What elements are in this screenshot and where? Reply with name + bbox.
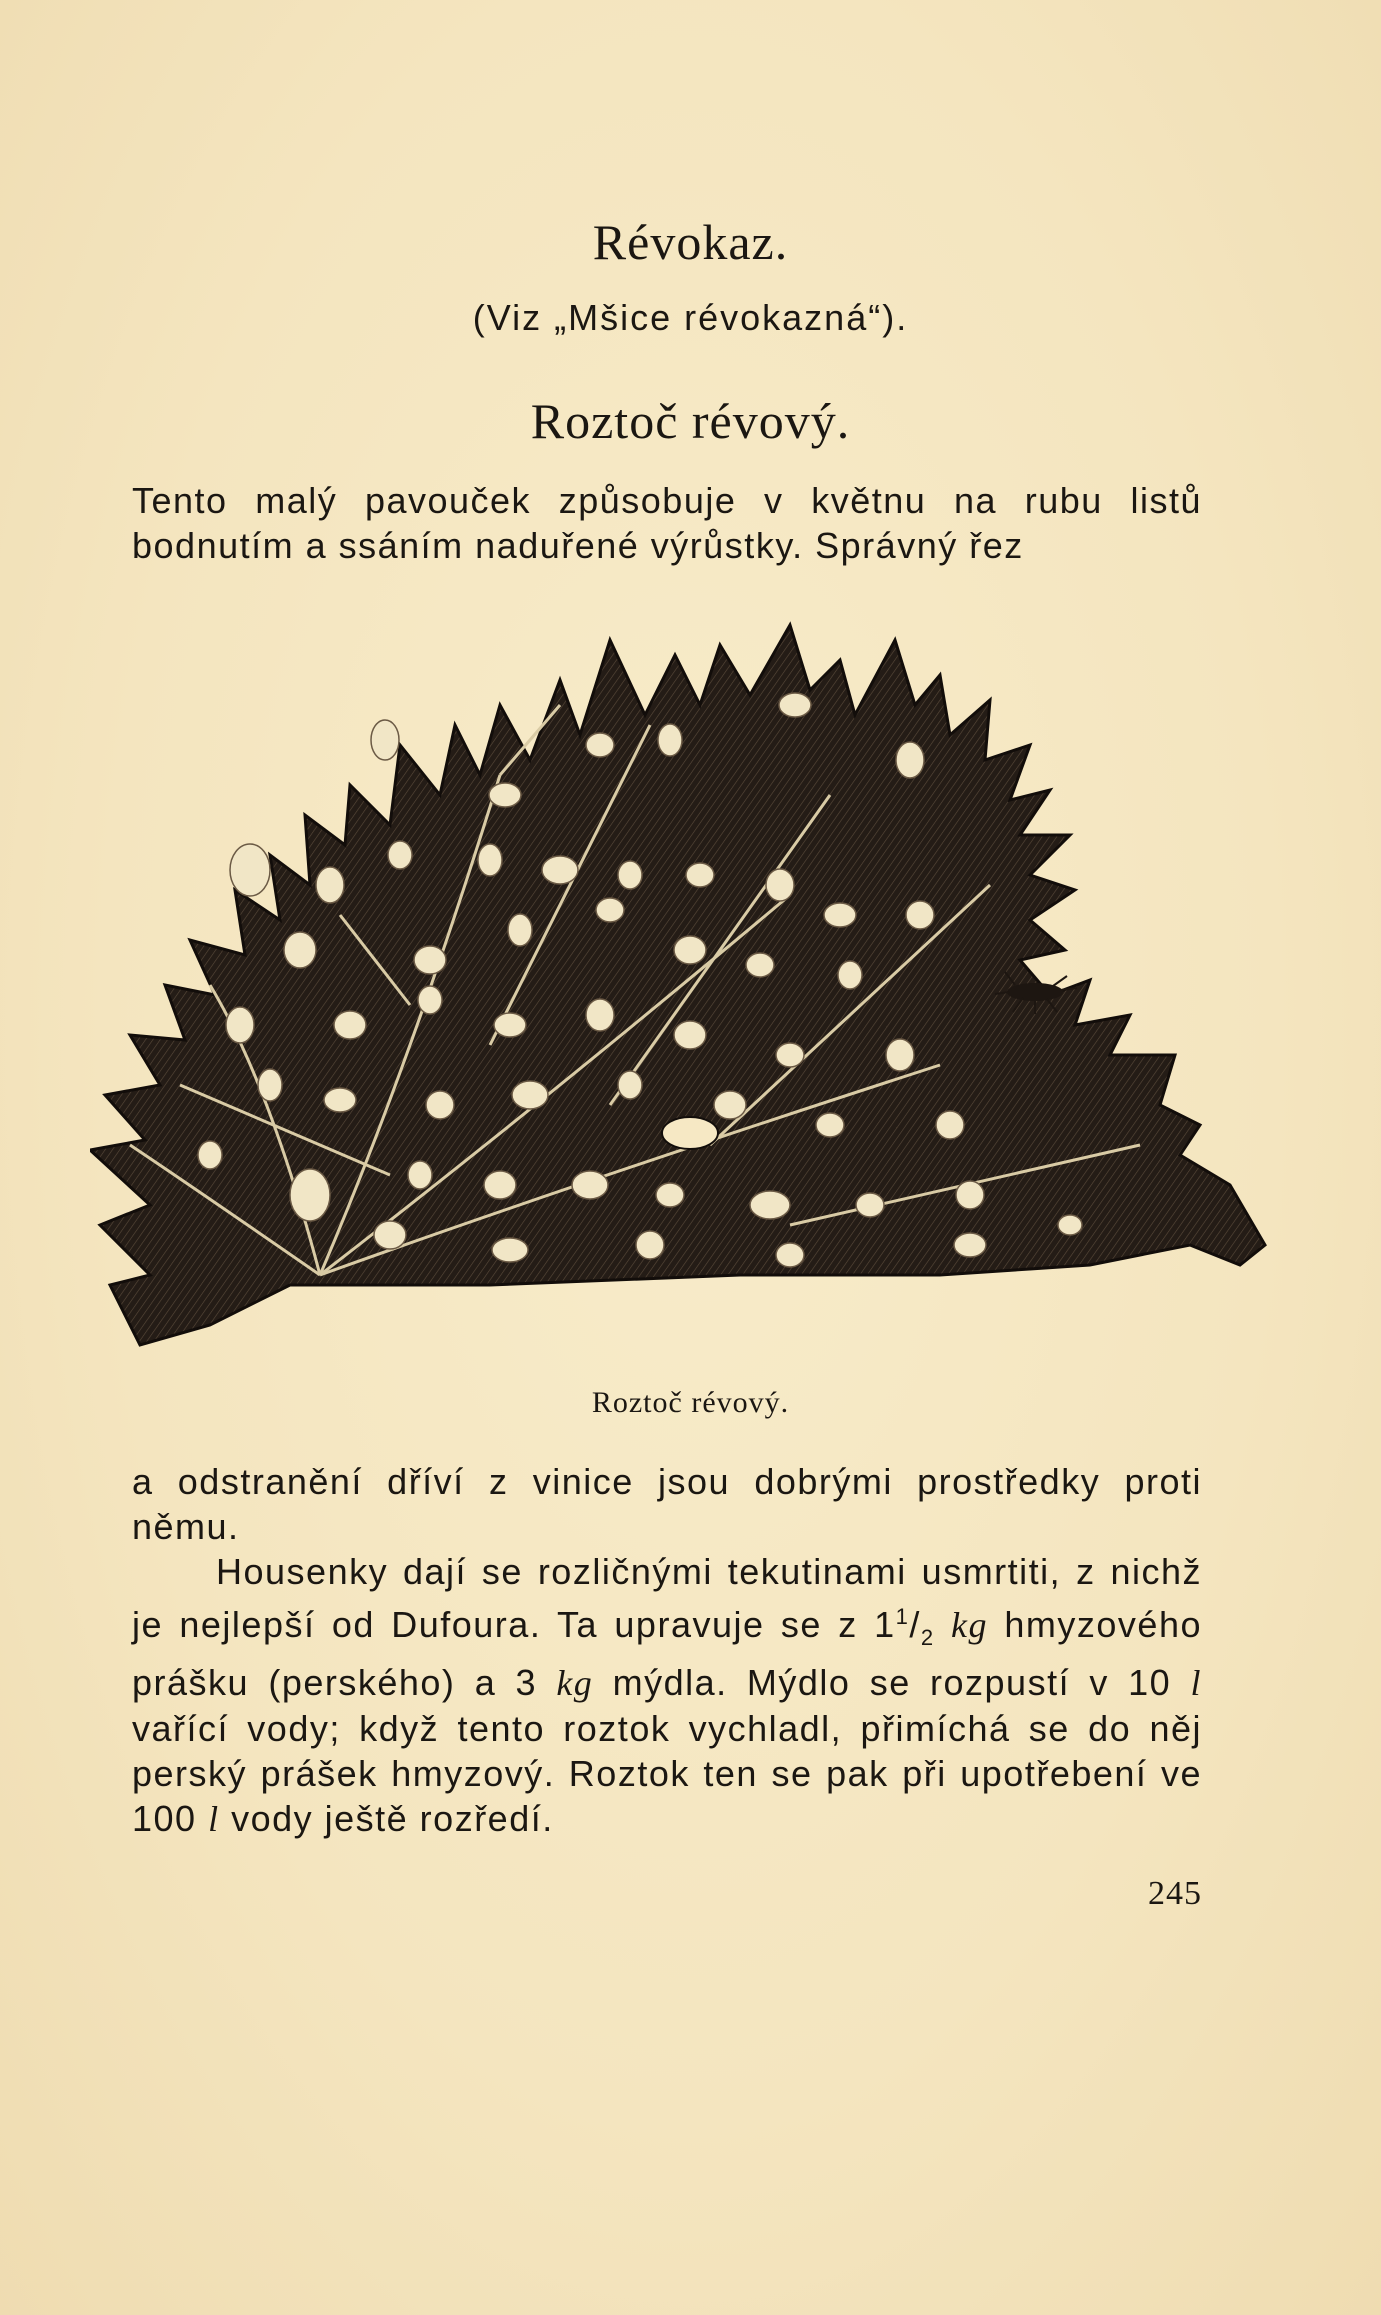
gall-spot (686, 863, 714, 887)
gall-spot (714, 1091, 746, 1119)
vine-leaf-illustration (90, 585, 1270, 1365)
unit-l: l (1190, 1663, 1202, 1704)
gall-spot (198, 1141, 222, 1169)
gall-spot (886, 1039, 914, 1071)
gall-spot (779, 693, 811, 717)
gall-spot (290, 1169, 330, 1221)
gall-spot (674, 1021, 706, 1049)
unit-l: l (208, 1799, 220, 1840)
gall-spot (374, 1221, 406, 1249)
gall-spot (674, 936, 706, 964)
gall-spot (586, 733, 614, 757)
text-run: vody ještě rozředí. (219, 1798, 554, 1840)
gall-spot (408, 1161, 432, 1189)
text-run: vařící vody; když tento roztok vychladl, přimíchá se do něj perský prášek hmyzový. Roztok ten se pak při upotřebení ve 100 (132, 1708, 1202, 1840)
text-run: Housenky dají se rozličnými tekutinami usmrtiti, z nichž je nejlepší od Dufoura. Ta upravuje se z 1 (132, 1551, 1202, 1645)
paragraph-continuation: a odstranění dříví z vinice jsou dobrými prostředky proti němu. (132, 1461, 1202, 1547)
gall-spot (512, 1081, 548, 1109)
gall-spot (226, 1007, 254, 1043)
gall-spot (316, 867, 344, 903)
unit-kg: kg (556, 1663, 594, 1704)
leaf-hole (662, 1117, 718, 1149)
gall-spot (750, 1191, 790, 1219)
gall-spot (824, 903, 856, 927)
gall-spot (414, 946, 446, 974)
gall-spot (896, 742, 924, 778)
gall-spot (324, 1088, 356, 1112)
paragraph-intro: Tento malý pavouček způsobuje v květnu na rubu listů bodnutím a ssáním naduřené výrůstky. Správný řez (132, 480, 1202, 566)
unit-kg: kg (951, 1605, 989, 1645)
gall-spot (1058, 1215, 1082, 1235)
gall-spot (494, 1013, 526, 1037)
gall-spot (936, 1111, 964, 1139)
gall-spot (388, 841, 412, 869)
gall-spot (656, 1183, 684, 1207)
gall-spot (766, 869, 794, 901)
paragraph-housenky: Housenky dají se rozličnými tekutinami usmrtiti, z nichž je nejlepší od Dufoura. Ta upravuje se z $1^1/_2$ kg hmyzového prášku (perského) a 3 kg mýdla. Mýdlo se rozpustí v 10 l vařící vody; když tento roztok vychladl, přimíchá se do něj perský prášek hmyzový. Roztok ten se pak při upotřebení ve 100 l vody ještě rozředí. (132, 1551, 1202, 1840)
gall-spot (816, 1113, 844, 1137)
page-number: 245 (1148, 1875, 1202, 1912)
gall-spot (426, 1091, 454, 1119)
gall-spot (418, 986, 442, 1014)
fraction-numerator: 1 (895, 1604, 910, 1629)
gall-spot (492, 1238, 528, 1262)
gall-spot (371, 720, 399, 760)
gall-spot (508, 914, 532, 946)
gall-spot (838, 961, 862, 989)
gall-spot (954, 1233, 986, 1257)
gall-spot (856, 1193, 884, 1217)
gall-spot (636, 1231, 664, 1259)
gall-spot (586, 999, 614, 1031)
gall-spot (596, 898, 624, 922)
gall-spot (572, 1171, 608, 1199)
gall-spot (956, 1181, 984, 1209)
gall-spot (489, 783, 521, 807)
gall-spot (776, 1243, 804, 1267)
gall-spot (906, 901, 934, 929)
gall-spot (478, 844, 502, 876)
section-heading-roztoc: Roztoč révový. (530, 393, 851, 449)
gall-spot (776, 1043, 804, 1067)
gall-spot (258, 1069, 282, 1101)
gall-spot (542, 856, 578, 884)
cross-reference-note: (Viz „Mšice révokazná“). (472, 297, 909, 338)
gall-spot (230, 844, 270, 896)
text-run: hmyzového prášku (perského) a 3 (132, 1604, 1202, 1704)
fraction-denominator: 2 (920, 1625, 935, 1651)
gall-spot (618, 861, 642, 889)
section-heading-revokaz: Révokaz. (592, 214, 789, 270)
gall-spot (746, 953, 774, 977)
gall-spot (334, 1011, 366, 1039)
gall-spot (284, 932, 316, 968)
gall-spot (618, 1071, 642, 1099)
gall-spot (658, 724, 682, 756)
text-run: mýdla. Mýdlo se rozpustí v 10 (593, 1662, 1191, 1704)
gall-spot (484, 1171, 516, 1199)
figure-illustration (90, 585, 1270, 1365)
figure-caption: Roztoč révový. (591, 1386, 790, 1419)
